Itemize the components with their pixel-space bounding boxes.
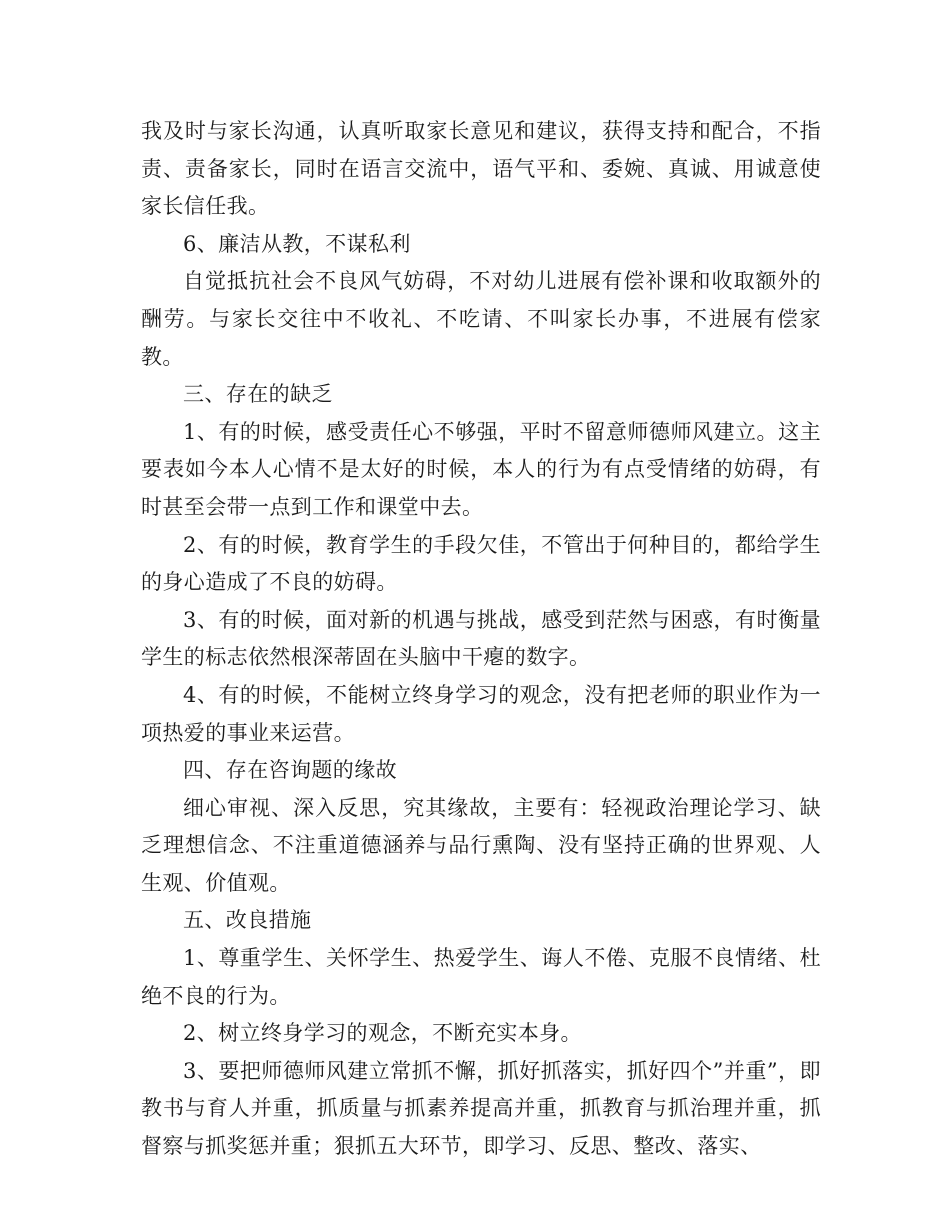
heading-causes: 四、存在咨询题的缘故 bbox=[183, 758, 397, 783]
paragraph-shortcoming-2: 2、有的时候，教育学生的手段欠佳，不管出于何种目的，都给学生的身心造成了不良的妨碍。 bbox=[141, 532, 821, 595]
paragraph-parent-communication: 我及时与家长沟通，认真听取家长意见和建议，获得支持和配合，不指责、责备家长，同时在语言交流中，语气平和、委婉、真诚、用诚意使家长信任我。 bbox=[141, 119, 821, 219]
paragraph-shortcoming-3: 3、有的时候，面对新的机遇与挑战，感受到茫然与困惑，有时衡量学生的标志依然根深蒂固在头脑中干瘪的数字。 bbox=[141, 607, 821, 670]
paragraph-shortcoming-4: 4、有的时候，不能树立终身学习的观念，没有把老师的职业作为一项热爱的事业来运营。 bbox=[141, 682, 821, 745]
paragraph-improvement-2: 2、树立终身学习的观念，不断充实本身。 bbox=[183, 1021, 582, 1046]
paragraph-shortcoming-1: 1、有的时候，感受责任心不够强，平时不留意师德师风建立。这主要表如今本人心情不是太好的时候，本人的行为有点受情绪的妨碍，有时甚至会带一点到工作和课堂中去。 bbox=[141, 419, 821, 519]
heading-shortcomings: 三、存在的缺乏 bbox=[183, 382, 333, 407]
paragraph-integrity: 自觉抵抗社会不良风气妨碍，不对幼儿进展有偿补课和收取额外的酬劳。与家长交往中不收礼、不吃请、不叫家长办事，不进展有偿家教。 bbox=[141, 269, 821, 369]
document-body bbox=[141, 113, 821, 1166]
paragraph-improvement-3: 3、要把师德师风建立常抓不懈，抓好抓落实，抓好四个”并重”，即教书与育人并重，抓质量与抓素养提高并重，抓教育与抓治理并重，抓督察与抓奖惩并重；狠抓五大环节，即学习、反思、整改、落实、 bbox=[141, 1058, 821, 1159]
paragraph-causes: 细心审视、深入反思，究其缘故，主要有：轻视政治理论学习、缺乏理想信念、不注重道德涵养与品行熏陶、没有坚持正确的世界观、人生观、价值观。 bbox=[141, 795, 821, 895]
heading-integrity: 6、廉洁从教，不谋私利 bbox=[183, 231, 411, 256]
heading-improvements: 五、改良措施 bbox=[183, 908, 312, 933]
paragraph-improvement-1: 1、尊重学生、关怀学生、热爱学生、诲人不倦、克服不良情绪、杜绝不良的行为。 bbox=[141, 946, 821, 1008]
